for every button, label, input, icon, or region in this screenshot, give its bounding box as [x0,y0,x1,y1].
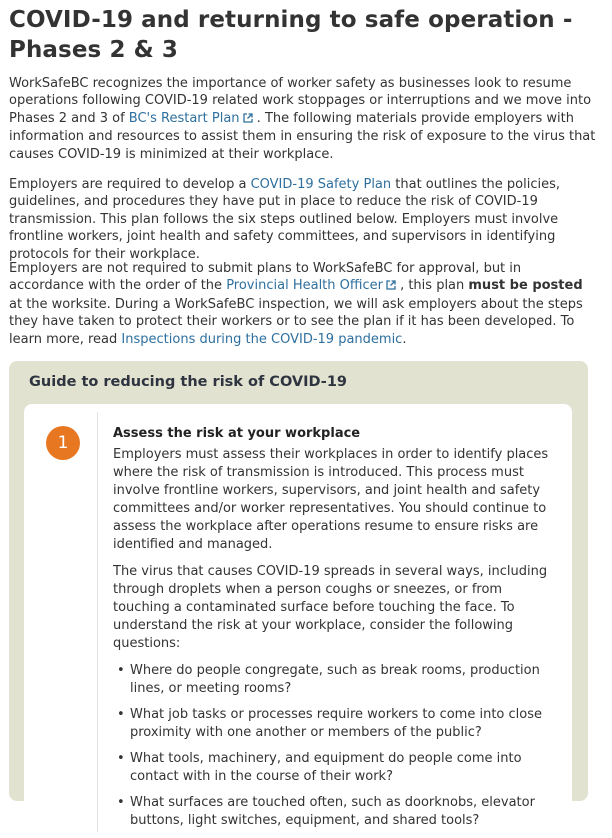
intro-paragraph-3 [9,260,599,348]
step-paragraph-2: The virus that causes COVID-19 spreads in several ways, including through droplets when a person coughs or sneezes, or from touching a contaminated surface before touching the face. To understand the risk at your workplace, consider the following questions: [113,564,548,651]
must-be-posted-emphasis: must be posted [468,278,583,294]
bullet-icon: • [117,751,125,766]
bullet-icon: • [117,707,125,722]
covid-safety-plan-link[interactable]: COVID-19 Safety Plan [250,177,392,192]
step-title: Assess the risk at your workplace [113,426,361,441]
step-content [113,425,553,838]
list-item-text: What job tasks or processes require workers to come into close proximity with one another or members of the public? [130,707,542,740]
bullet-icon: • [117,663,125,678]
list-item-text: Where do people congregate, such as break rooms, production lines, or meeting rooms? [130,663,540,696]
guide-title: Guide to reducing the risk of COVID-19 [29,374,347,390]
step-paragraph-1: Employers must assess their workplaces in order to identify places where the risk of transmission is introduced. This process must involve frontline workers, supervisors, and joint health and safety committees and/or worker representatives. You should continue to assess the workplace after operations resume to ensure risks are identified and managed. [113,447,549,552]
inspections-link[interactable]: Inspections during the COVID-19 pandemic [121,331,403,347]
risk-questions-list [113,662,553,830]
list-item [113,706,553,742]
link-label: Provincial Health Officer [226,278,383,294]
bullet-icon: • [117,795,125,810]
list-item [113,750,553,786]
list-item-text: What surfaces are touched often, such as doorknobs, elevator buttons, light switches, equipment, and shared tools? [130,795,535,828]
list-item [113,662,553,698]
intro-text: . [402,331,407,347]
intro-text: Employers are not required to submit plans to WorkSafeBC for approval, but in accordance with the order of the [9,261,522,294]
card-divider [97,412,98,832]
intro-text: that outlines the policies, guidelines, and procedures they have put in place to reduce the risk of COVID-19 transmission. This plan follows the six steps outlined below. Employers must involve frontline workers, joint health and safety committees, and supervisors in identifying protocols for their workplace. [9,177,561,262]
intro-paragraph-2 [9,176,599,263]
intro-paragraph-1 [9,75,599,163]
list-item [113,794,553,830]
link-label: BC's Restart Plan [128,110,240,126]
external-link-icon [243,111,253,128]
external-link-icon [386,278,396,295]
list-item-text: What tools, machinery, and equipment do people come into contact with in the course of their work? [130,751,522,784]
step-number-badge: 1 [46,426,80,460]
guide-panel [9,361,588,828]
intro-text: , this plan [395,278,469,294]
bc-restart-plan-link[interactable] [129,111,253,126]
intro-text: Employers are required to develop a [9,177,251,192]
step-card [24,404,572,828]
intro-text: at the worksite. During a WorkSafeBC inspection, we will ask employers about the steps they have taken to protect their workers or to see the plan if it has been developed. To learn more, read [9,296,583,347]
provincial-health-officer-link[interactable] [226,278,396,293]
intro-text: . The following materials provide employers with information and resources to assist them in ensuring the risk of exposure to the virus that causes COVID-19 is minimized at their workplace. [9,110,596,162]
page-title: COVID-19 and returning to safe operation - Phases 2 & 3 [9,7,573,63]
intro-text: WorkSafeBC recognizes the importance of worker safety as businesses look to resume operations following COVID-19 related work stoppages or interruptions and we move into Phases 2 and 3 of [9,76,592,126]
